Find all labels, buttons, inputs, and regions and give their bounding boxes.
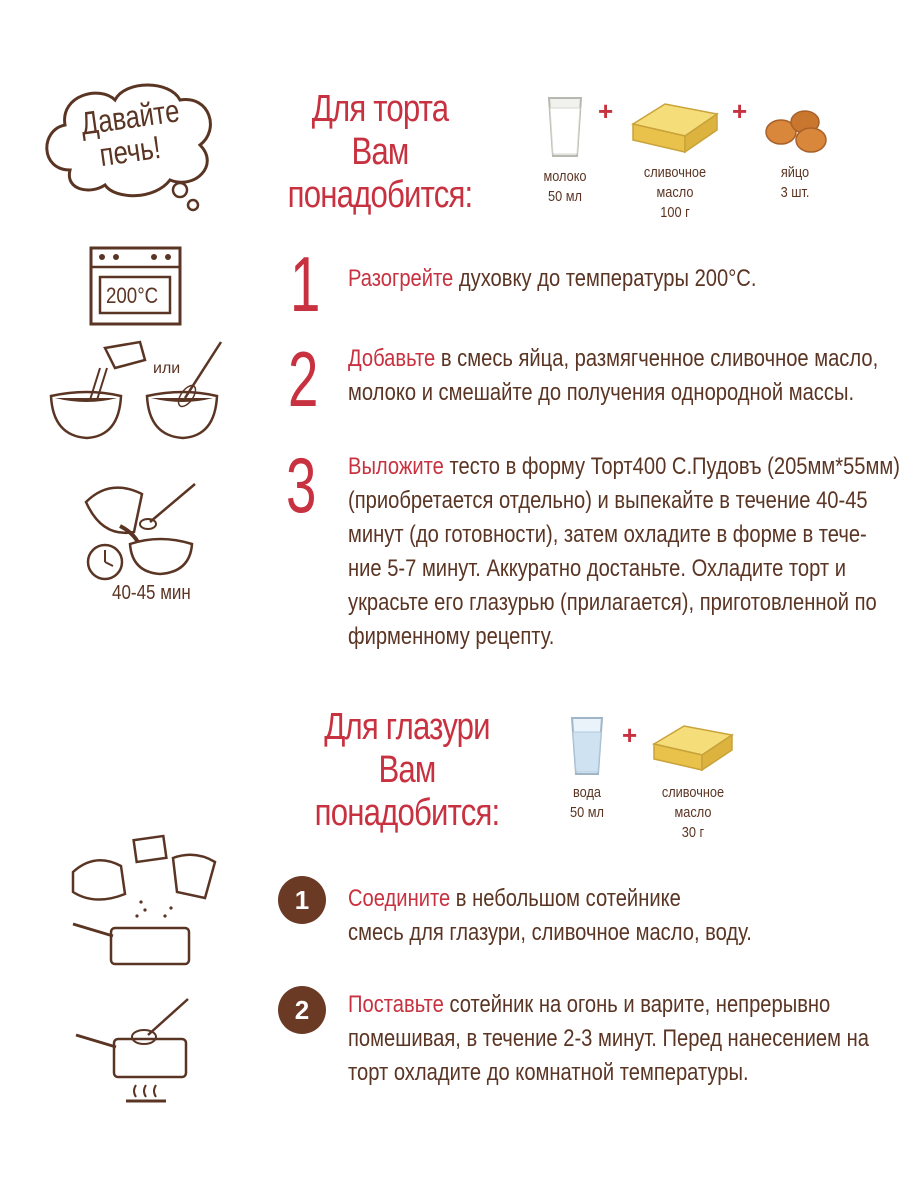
butter-name-line2: масло: [656, 184, 694, 201]
glaze-step-accent-1: Соедините: [348, 885, 451, 912]
butter-amount: 30 г: [681, 824, 705, 841]
step-line: смесь для глазури, сливочное масло, воду.: [348, 919, 752, 946]
oven-illustration: [88, 245, 183, 327]
water-glass-icon: [552, 714, 622, 778]
stove-saucepan-icon: [70, 995, 200, 1110]
step-text-2: [348, 342, 878, 410]
step-line: в небольшом сотейнике: [450, 885, 681, 912]
pour-illustration: [80, 472, 210, 612]
saucepan-ingredients-illustration: [65, 832, 225, 970]
step-line: молоко и смешайте до получения однородной массы.: [348, 379, 855, 406]
milk-name: молоко: [543, 168, 587, 185]
glaze-step-accent-2: Поставьте: [348, 991, 444, 1018]
glaze-heading: [262, 706, 552, 835]
cake-heading: [230, 88, 530, 217]
step-line: помешивая, в течение 2-3 минут. Перед нанесением на: [348, 1025, 869, 1052]
ingredient-butter-glaze: [648, 718, 738, 843]
glaze-step-text-2: [348, 988, 869, 1090]
saucepan-stove-illustration: [70, 995, 200, 1110]
cake-heading-line1: Для торта: [311, 88, 449, 130]
step-number-1: 1: [290, 240, 321, 328]
milk-glass-icon: [525, 92, 605, 162]
ingredient-milk: [525, 92, 605, 207]
step-text-1: [348, 262, 756, 296]
step-text-3: [348, 450, 900, 654]
eggs-name: яйцо: [780, 164, 810, 181]
ingredient-eggs: [755, 102, 835, 203]
eggs-icon: [755, 102, 835, 158]
bubble-text-line1: Давайте: [78, 92, 182, 142]
step-accent-1: Разогрейте: [348, 265, 454, 292]
step-line: фирменному рецепту.: [348, 623, 555, 650]
step-line: минут (до готовности), затем охладите в форме в тече-: [348, 521, 867, 548]
step-line: украсьте его глазурью (прилагается), приготовленной по: [348, 589, 877, 616]
glaze-step-badge-2: 2: [278, 986, 326, 1034]
step-line: (приобретается отдельно) и выпекайте в течение 40-45: [348, 487, 868, 514]
milk-amount: 50 мл: [548, 188, 582, 205]
plus-sign: +: [732, 96, 748, 126]
step-accent-3: Выложите: [348, 453, 444, 480]
cake-heading-line2: Вам понадобится:: [287, 131, 473, 216]
step-line: торт охладите до комнатной температуры.: [348, 1059, 749, 1086]
butter-name-line1: сливочное: [643, 164, 707, 181]
butter-icon: [648, 718, 738, 778]
ingredient-water: [552, 714, 622, 823]
or-label: или: [153, 360, 181, 377]
step-line: в смесь яйца, размягченное сливочное масло,: [435, 345, 879, 372]
plus-sign: +: [622, 720, 638, 750]
step-line: сотейник на огонь и варите, непрерывно: [443, 991, 831, 1018]
mixer-bowl-icon: [45, 338, 225, 443]
butter-amount: 100 г: [660, 204, 690, 221]
butter-name-line1: сливочное: [661, 784, 725, 801]
mixing-illustration: [45, 338, 225, 443]
eggs-amount: 3 шт.: [780, 184, 810, 201]
bubble-text-line2: печь!: [97, 128, 163, 174]
butter-icon: [625, 96, 725, 158]
step-accent-2: Добавьте: [348, 345, 436, 372]
step-number-3: 3: [286, 441, 317, 529]
pour-bowl-icon: [80, 472, 210, 582]
step-number-2: 2: [288, 335, 319, 423]
ingredient-butter: [625, 96, 725, 223]
glaze-heading-line1: Для глазури: [324, 706, 490, 748]
step-line: ние 5-7 минут. Аккуратно достаньте. Охладите торт и: [348, 555, 847, 582]
glaze-step-text-1: [348, 882, 752, 950]
glaze-heading-line2: Вам понадобится:: [314, 749, 500, 834]
saucepan-icon: [65, 832, 225, 970]
butter-name-line2: масло: [674, 804, 712, 821]
thought-bubble: [30, 70, 230, 230]
step-line: тесто в форму Торт400 С.Пудовъ (205мм*55мм): [443, 453, 900, 480]
water-amount: 50 мл: [570, 804, 604, 821]
plus-sign: +: [598, 96, 614, 126]
step-line: духовку до температуры 200°C.: [453, 265, 757, 292]
oven-display: 200°C: [106, 283, 159, 308]
timer-label: 40-45 мин: [112, 582, 191, 604]
glaze-step-badge-1: 1: [278, 876, 326, 924]
water-name: вода: [573, 784, 601, 801]
